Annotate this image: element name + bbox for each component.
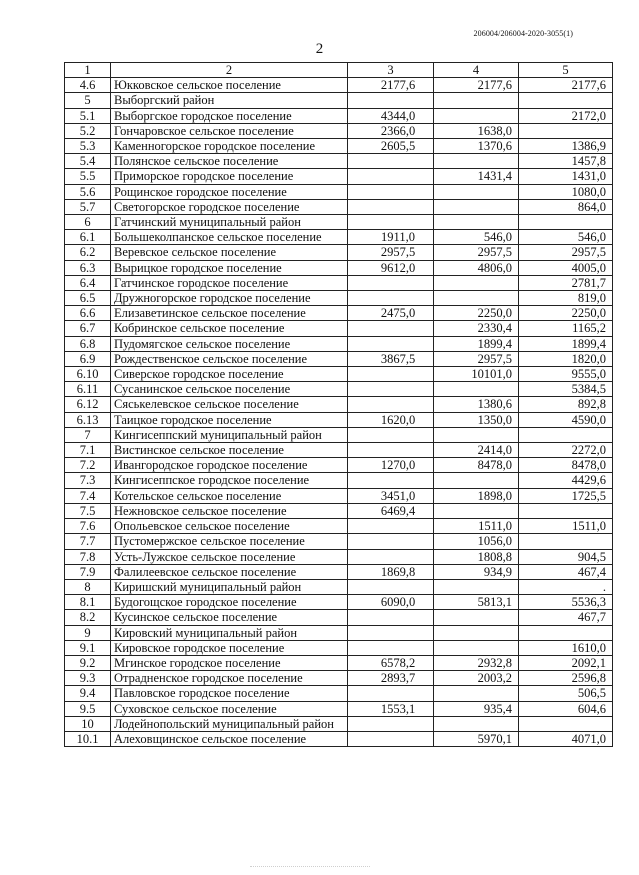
row-number-cell: 7.7: [65, 534, 111, 549]
row-number-cell: 8.2: [65, 610, 111, 625]
value-col3-cell: [348, 154, 434, 169]
table-row: [65, 701, 613, 716]
municipality-name-cell: Пудомягское сельское поселение: [111, 336, 348, 351]
municipality-name-cell: Кировский муниципальный район: [111, 625, 348, 640]
row-number-cell: 10.1: [65, 731, 111, 746]
column-header: 3: [348, 63, 434, 78]
row-number-cell: 6.3: [65, 260, 111, 275]
row-number-cell: 5.1: [65, 108, 111, 123]
value-col3-cell: [348, 519, 434, 534]
row-number-cell: 6.5: [65, 291, 111, 306]
value-col4-cell: [434, 382, 519, 397]
row-number-cell: 7: [65, 427, 111, 442]
table-row: [65, 367, 613, 382]
value-col5-cell: 2781,7: [519, 275, 613, 290]
value-col5-cell: 2596,8: [519, 671, 613, 686]
municipality-name-cell: Юкковское сельское поселение: [111, 78, 348, 93]
row-number-cell: 9.3: [65, 671, 111, 686]
value-col5-cell: 9555,0: [519, 367, 613, 382]
table-row: [65, 473, 613, 488]
value-col5-cell: 1080,0: [519, 184, 613, 199]
row-number-cell: 7.2: [65, 458, 111, 473]
row-number-cell: 6.13: [65, 412, 111, 427]
municipality-name-cell: Сусанинское сельское поселение: [111, 382, 348, 397]
value-col4-cell: 935,4: [434, 701, 519, 716]
value-col4-cell: [434, 275, 519, 290]
table-row: [65, 275, 613, 290]
table-row: [65, 321, 613, 336]
value-col3-cell: 2177,6: [348, 78, 434, 93]
column-header: 2: [111, 63, 348, 78]
value-col4-cell: 2330,4: [434, 321, 519, 336]
municipality-name-cell: Пустомержское сельское поселение: [111, 534, 348, 549]
municipality-name-cell: Будогощское городское поселение: [111, 595, 348, 610]
municipality-name-cell: Фалилеевское сельское поселение: [111, 564, 348, 579]
row-number-cell: 7.6: [65, 519, 111, 534]
municipality-name-cell: Приморское городское поселение: [111, 169, 348, 184]
value-col4-cell: 8478,0: [434, 458, 519, 473]
municipality-name-cell: Вистинское сельское поселение: [111, 443, 348, 458]
municipality-name-cell: Каменногорское городское поселение: [111, 139, 348, 154]
value-col3-cell: [348, 321, 434, 336]
value-col4-cell: 2932,8: [434, 655, 519, 670]
value-col3-cell: [348, 640, 434, 655]
value-col3-cell: [348, 93, 434, 108]
value-col5-cell: 604,6: [519, 701, 613, 716]
municipality-name-cell: Гатчинское городское поселение: [111, 275, 348, 290]
value-col5-cell: 8478,0: [519, 458, 613, 473]
value-col3-cell: 1869,8: [348, 564, 434, 579]
municipality-name-cell: Отрадненское городское поселение: [111, 671, 348, 686]
row-number-cell: 7.3: [65, 473, 111, 488]
value-col4-cell: [434, 625, 519, 640]
value-col4-cell: 1899,4: [434, 336, 519, 351]
value-col4-cell: [434, 640, 519, 655]
value-col4-cell: 4806,0: [434, 260, 519, 275]
table-row: [65, 427, 613, 442]
table-row: [65, 412, 613, 427]
value-col4-cell: 1898,0: [434, 488, 519, 503]
value-col4-cell: [434, 427, 519, 442]
row-number-cell: 6.7: [65, 321, 111, 336]
municipality-name-cell: Лодейнопольский муниципальный район: [111, 716, 348, 731]
row-number-cell: 5: [65, 93, 111, 108]
value-col3-cell: 6090,0: [348, 595, 434, 610]
value-col4-cell: 1370,6: [434, 139, 519, 154]
table-body: [65, 78, 613, 747]
municipality-name-cell: Ивангородское городское поселение: [111, 458, 348, 473]
value-col3-cell: [348, 549, 434, 564]
row-number-cell: 6.12: [65, 397, 111, 412]
municipality-name-cell: Гончаровское сельское поселение: [111, 123, 348, 138]
table-row: [65, 78, 613, 93]
row-number-cell: 6.11: [65, 382, 111, 397]
row-number-cell: 7.5: [65, 503, 111, 518]
value-col3-cell: 6469,4: [348, 503, 434, 518]
row-number-cell: 7.8: [65, 549, 111, 564]
value-col3-cell: [348, 336, 434, 351]
table-row: [65, 519, 613, 534]
value-col5-cell: [519, 534, 613, 549]
value-col5-cell: 4005,0: [519, 260, 613, 275]
table-row: [65, 184, 613, 199]
page-number: 2: [315, 41, 324, 57]
table-row: [65, 397, 613, 412]
value-col4-cell: 1056,0: [434, 534, 519, 549]
municipality-name-cell: Большеколпанское сельское поселение: [111, 230, 348, 245]
table-row: [65, 671, 613, 686]
value-col3-cell: 1553,1: [348, 701, 434, 716]
value-col5-cell: [519, 716, 613, 731]
value-col5-cell: 892,8: [519, 397, 613, 412]
value-col5-cell: 4590,0: [519, 412, 613, 427]
value-col4-cell: [434, 154, 519, 169]
table-row: [65, 139, 613, 154]
value-col4-cell: 2414,0: [434, 443, 519, 458]
value-col4-cell: [434, 473, 519, 488]
row-number-cell: 10: [65, 716, 111, 731]
value-col3-cell: [348, 443, 434, 458]
value-col5-cell: 546,0: [519, 230, 613, 245]
municipality-name-cell: Котельское сельское поселение: [111, 488, 348, 503]
value-col5-cell: 4071,0: [519, 731, 613, 746]
municipality-name-cell: Светогорское городское поселение: [111, 199, 348, 214]
value-col3-cell: [348, 199, 434, 214]
value-col3-cell: 2893,7: [348, 671, 434, 686]
value-col5-cell: 864,0: [519, 199, 613, 214]
row-number-cell: 6.8: [65, 336, 111, 351]
value-col4-cell: 2003,2: [434, 671, 519, 686]
value-col4-cell: 1431,4: [434, 169, 519, 184]
column-header: 4: [434, 63, 519, 78]
value-col5-cell: 1899,4: [519, 336, 613, 351]
table-header-row: [65, 63, 613, 78]
municipality-name-cell: Гатчинский муниципальный район: [111, 215, 348, 230]
row-number-cell: 9.1: [65, 640, 111, 655]
municipality-name-cell: Рождественское сельское поселение: [111, 351, 348, 366]
value-col5-cell: 1820,0: [519, 351, 613, 366]
value-col4-cell: 1638,0: [434, 123, 519, 138]
row-number-cell: 6.1: [65, 230, 111, 245]
value-col4-cell: 1350,0: [434, 412, 519, 427]
allocation-table: [64, 62, 613, 747]
value-col5-cell: [519, 93, 613, 108]
row-number-cell: 9.5: [65, 701, 111, 716]
table-row: [65, 336, 613, 351]
row-number-cell: 5.2: [65, 123, 111, 138]
value-col4-cell: 2250,0: [434, 306, 519, 321]
row-number-cell: 5.7: [65, 199, 111, 214]
value-col3-cell: [348, 473, 434, 488]
value-col5-cell: 467,4: [519, 564, 613, 579]
municipality-name-cell: Дружногорское городское поселение: [111, 291, 348, 306]
table-row: [65, 488, 613, 503]
municipality-name-cell: Суховское сельское поселение: [111, 701, 348, 716]
municipality-name-cell: Усть-Лужское сельское поселение: [111, 549, 348, 564]
value-col4-cell: [434, 610, 519, 625]
value-col5-cell: 2957,5: [519, 245, 613, 260]
municipality-name-cell: Полянское сельское поселение: [111, 154, 348, 169]
value-col4-cell: [434, 215, 519, 230]
value-col4-cell: [434, 93, 519, 108]
table-row: [65, 215, 613, 230]
value-col3-cell: [348, 184, 434, 199]
value-col3-cell: [348, 610, 434, 625]
value-col5-cell: [519, 427, 613, 442]
row-number-cell: 5.6: [65, 184, 111, 199]
row-number-cell: 6.10: [65, 367, 111, 382]
value-col3-cell: [348, 731, 434, 746]
table-row: [65, 351, 613, 366]
value-col4-cell: 5970,1: [434, 731, 519, 746]
value-col5-cell: .: [519, 579, 613, 594]
value-col4-cell: [434, 199, 519, 214]
value-col5-cell: [519, 503, 613, 518]
value-col4-cell: [434, 503, 519, 518]
value-col4-cell: 1380,6: [434, 397, 519, 412]
municipality-name-cell: Кусинское сельское поселение: [111, 610, 348, 625]
municipality-name-cell: Мгинское городское поселение: [111, 655, 348, 670]
municipality-name-cell: Веревское сельское поселение: [111, 245, 348, 260]
value-col4-cell: 2957,5: [434, 245, 519, 260]
value-col5-cell: 1165,2: [519, 321, 613, 336]
value-col3-cell: 1270,0: [348, 458, 434, 473]
municipality-name-cell: Кингисеппский муниципальный район: [111, 427, 348, 442]
value-col3-cell: [348, 169, 434, 184]
value-col3-cell: 3451,0: [348, 488, 434, 503]
table-row: [65, 260, 613, 275]
value-col3-cell: 9612,0: [348, 260, 434, 275]
row-number-cell: 6.4: [65, 275, 111, 290]
value-col5-cell: 2172,0: [519, 108, 613, 123]
value-col5-cell: 1511,0: [519, 519, 613, 534]
value-col4-cell: [434, 291, 519, 306]
row-number-cell: 8: [65, 579, 111, 594]
table-row: [65, 716, 613, 731]
value-col3-cell: [348, 397, 434, 412]
municipality-name-cell: Кировское городское поселение: [111, 640, 348, 655]
municipality-name-cell: Павловское городское поселение: [111, 686, 348, 701]
value-col5-cell: 1610,0: [519, 640, 613, 655]
row-number-cell: 5.5: [65, 169, 111, 184]
value-col4-cell: 1808,8: [434, 549, 519, 564]
value-col4-cell: 1511,0: [434, 519, 519, 534]
table-row: [65, 199, 613, 214]
row-number-cell: 9.2: [65, 655, 111, 670]
value-col5-cell: 1431,0: [519, 169, 613, 184]
value-col3-cell: 3867,5: [348, 351, 434, 366]
value-col4-cell: 2177,6: [434, 78, 519, 93]
table-row: [65, 154, 613, 169]
table-row: [65, 108, 613, 123]
table-row: [65, 686, 613, 701]
value-col3-cell: 2957,5: [348, 245, 434, 260]
value-col5-cell: 4429,6: [519, 473, 613, 488]
value-col4-cell: 10101,0: [434, 367, 519, 382]
value-col4-cell: 5813,1: [434, 595, 519, 610]
value-col3-cell: 2366,0: [348, 123, 434, 138]
value-col5-cell: [519, 215, 613, 230]
value-col5-cell: 1457,8: [519, 154, 613, 169]
municipality-name-cell: Вырицкое городское поселение: [111, 260, 348, 275]
table-row: [65, 230, 613, 245]
value-col3-cell: 2605,5: [348, 139, 434, 154]
value-col5-cell: 2250,0: [519, 306, 613, 321]
value-col4-cell: [434, 108, 519, 123]
municipality-name-cell: Выборгское городское поселение: [111, 108, 348, 123]
value-col4-cell: 546,0: [434, 230, 519, 245]
column-header: 5: [519, 63, 613, 78]
table-row: [65, 291, 613, 306]
row-number-cell: 7.1: [65, 443, 111, 458]
municipality-name-cell: Кингисеппское городское поселение: [111, 473, 348, 488]
table-row: [65, 610, 613, 625]
value-col5-cell: 2272,0: [519, 443, 613, 458]
municipality-name-cell: Киришский муниципальный район: [111, 579, 348, 594]
value-col4-cell: [434, 686, 519, 701]
value-col5-cell: 5384,5: [519, 382, 613, 397]
row-number-cell: 6.9: [65, 351, 111, 366]
value-col3-cell: [348, 291, 434, 306]
value-col3-cell: 4344,0: [348, 108, 434, 123]
municipality-name-cell: Выборгский район: [111, 93, 348, 108]
municipality-name-cell: Нежновское сельское поселение: [111, 503, 348, 518]
municipality-name-cell: Алеховщинское сельское поселение: [111, 731, 348, 746]
row-number-cell: 5.4: [65, 154, 111, 169]
table-row: [65, 534, 613, 549]
value-col5-cell: [519, 123, 613, 138]
municipality-name-cell: Таицкое городское поселение: [111, 412, 348, 427]
municipality-name-cell: Опольевское сельское поселение: [111, 519, 348, 534]
municipality-name-cell: Сиверское городское поселение: [111, 367, 348, 382]
row-number-cell: 8.1: [65, 595, 111, 610]
value-col5-cell: 904,5: [519, 549, 613, 564]
value-col3-cell: 6578,2: [348, 655, 434, 670]
value-col4-cell: [434, 716, 519, 731]
column-header: 1: [65, 63, 111, 78]
value-col5-cell: 819,0: [519, 291, 613, 306]
value-col3-cell: [348, 427, 434, 442]
value-col3-cell: 2475,0: [348, 306, 434, 321]
municipality-name-cell: Рощинское городское поселение: [111, 184, 348, 199]
municipality-name-cell: Сяськелевское сельское поселение: [111, 397, 348, 412]
table-row: [65, 655, 613, 670]
value-col3-cell: [348, 275, 434, 290]
value-col5-cell: 2092,1: [519, 655, 613, 670]
row-number-cell: 4.6: [65, 78, 111, 93]
value-col3-cell: [348, 215, 434, 230]
row-number-cell: 5.3: [65, 139, 111, 154]
value-col3-cell: [348, 686, 434, 701]
value-col5-cell: 2177,6: [519, 78, 613, 93]
table-row: [65, 169, 613, 184]
value-col3-cell: [348, 579, 434, 594]
table-row: [65, 306, 613, 321]
table-row: [65, 595, 613, 610]
table-row: [65, 625, 613, 640]
table-row: [65, 564, 613, 579]
row-number-cell: 7.9: [65, 564, 111, 579]
value-col4-cell: [434, 184, 519, 199]
value-col4-cell: 934,9: [434, 564, 519, 579]
table-row: [65, 458, 613, 473]
value-col5-cell: [519, 625, 613, 640]
table-row: [65, 382, 613, 397]
value-col5-cell: 506,5: [519, 686, 613, 701]
row-number-cell: 9.4: [65, 686, 111, 701]
value-col3-cell: [348, 367, 434, 382]
value-col4-cell: 2957,5: [434, 351, 519, 366]
scan-artifact: [250, 866, 370, 869]
value-col3-cell: 1911,0: [348, 230, 434, 245]
value-col5-cell: 467,7: [519, 610, 613, 625]
value-col5-cell: 1386,9: [519, 139, 613, 154]
value-col3-cell: [348, 534, 434, 549]
municipality-name-cell: Кобринское сельское поселение: [111, 321, 348, 336]
row-number-cell: 6.6: [65, 306, 111, 321]
table-row: [65, 443, 613, 458]
value-col3-cell: [348, 625, 434, 640]
row-number-cell: 9: [65, 625, 111, 640]
value-col3-cell: [348, 382, 434, 397]
table-row: [65, 123, 613, 138]
row-number-cell: 6.2: [65, 245, 111, 260]
municipality-name-cell: Елизаветинское сельское поселение: [111, 306, 348, 321]
value-col5-cell: 1725,5: [519, 488, 613, 503]
table-row: [65, 579, 613, 594]
value-col4-cell: [434, 579, 519, 594]
value-col5-cell: 5536,3: [519, 595, 613, 610]
table-row: [65, 731, 613, 746]
document-id: 206004/206004-2020-3055(1): [473, 29, 573, 38]
value-col3-cell: 1620,0: [348, 412, 434, 427]
table-row: [65, 93, 613, 108]
value-col3-cell: [348, 716, 434, 731]
table-row: [65, 245, 613, 260]
row-number-cell: 7.4: [65, 488, 111, 503]
table-row: [65, 549, 613, 564]
table-row: [65, 640, 613, 655]
table-row: [65, 503, 613, 518]
row-number-cell: 6: [65, 215, 111, 230]
